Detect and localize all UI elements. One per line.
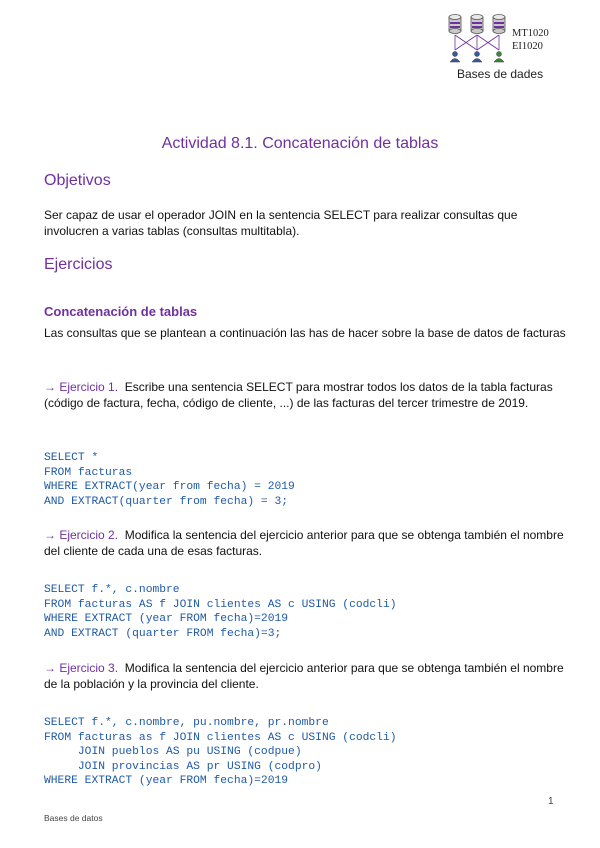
section-intro: Las consultas que se plantean a continuación las has de hacer sobre la base de datos de facturas	[44, 326, 566, 340]
exercise-1-code: SELECT * FROM facturas WHERE EXTRACT(year from fecha) = 2019 AND EXTRACT(quarter from fecha) = 3;	[44, 452, 295, 508]
objectives-text: Ser capaz de usar el operador JOIN en la sentencia SELECT para realizar consultas que involucren a varias tablas (consultas multitabla).	[44, 208, 518, 238]
page-number: 1	[548, 796, 554, 807]
exercise-1-label: → Ejercicio 1.	[44, 380, 119, 394]
logo-caption: Bases de dades	[457, 67, 544, 81]
objectives-heading: Objetivos	[44, 172, 111, 189]
exercises-heading: Ejercicios	[44, 256, 113, 273]
exercise-2-label: → Ejercicio 2.	[44, 528, 119, 542]
footer-text: Bases de datos	[44, 813, 103, 823]
exercise-1-statement	[44, 379, 574, 411]
section-subheading: Concatenación de tablas	[44, 304, 198, 319]
exercise-3-statement	[44, 660, 574, 692]
course-code: MT1020	[512, 28, 549, 39]
database-network-icon	[446, 12, 514, 64]
exercise-3-label: → Ejercicio 3.	[44, 661, 119, 675]
exercise-3-code: SELECT f.*, c.nombre, pu.nombre, pr.nombre FROM facturas as f JOIN clientes AS c USING (codcli) JOIN pueblos AS pu USING (codpue) JOIN provincias AS pr USING (codpro) WHERE EXTRACT (year FROM fecha)=2019	[44, 717, 397, 787]
exercise-3-text: Modifica la sentencia del ejercicio anterior para que se obtenga también el nombre de la población y la provincia del cliente.	[44, 661, 564, 691]
course-logo	[446, 12, 556, 84]
course-code: EI1020	[512, 41, 543, 52]
exercise-1-text: Escribe una sentencia SELECT para mostrar todos los datos de la tabla facturas (código de factura, fecha, código de cliente, ...) de las facturas del tercer trimestre de 2019.	[44, 380, 553, 410]
document-title: Actividad 8.1. Concatenación de tablas	[161, 135, 439, 152]
exercise-2-statement	[44, 527, 574, 559]
exercise-2-text: Modifica la sentencia del ejercicio anterior para que se obtenga también el nombre del cliente de cada una de esas facturas.	[44, 528, 564, 558]
exercise-2-code: SELECT f.*, c.nombre FROM facturas AS f JOIN clientes AS c USING (codcli) WHERE EXTRACT (year FROM fecha)=2019 AND EXTRACT (quarter FROM fecha)=3;	[44, 584, 397, 640]
